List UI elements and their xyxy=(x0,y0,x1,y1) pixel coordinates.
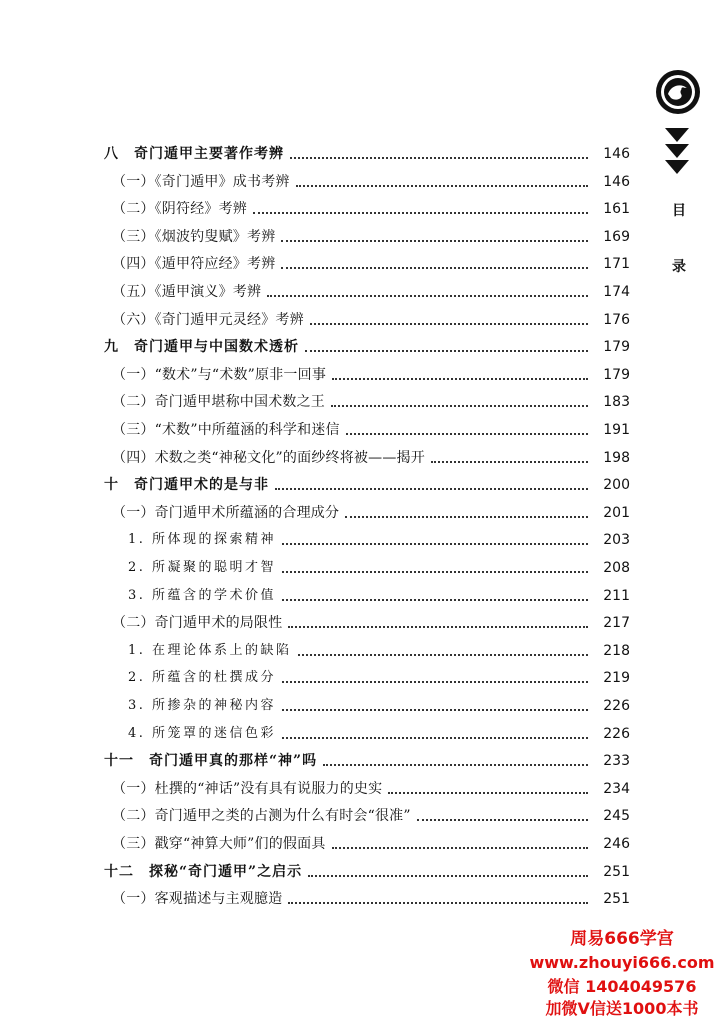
toc-entry-page: 234 xyxy=(603,781,630,797)
toc-leader-dots xyxy=(290,155,588,159)
toc-entry-title: （一）“数术”与“术数”原非一回事 xyxy=(112,367,327,383)
toc-entry-page: 226 xyxy=(603,698,630,714)
toc-entry-page: 161 xyxy=(603,201,630,217)
toc-leader-dots xyxy=(282,679,588,683)
toc-leader-dots xyxy=(296,183,588,187)
toc-entry xyxy=(104,860,630,884)
toc-leader-dots xyxy=(281,238,588,242)
toc-entry-title: （三）戳穿“神算大师”们的假面具 xyxy=(112,836,326,852)
toc-leader-dots xyxy=(310,321,588,325)
toc-leader-dots xyxy=(282,569,588,573)
toc-entry-title: （五）《遁甲演义》考辨 xyxy=(112,284,262,300)
toc-entry-title: 九 奇门遁甲与中国数术透析 xyxy=(104,339,299,355)
toc-entry-page: 200 xyxy=(603,477,630,493)
toc-entry-title: （四）术数之类“神秘文化”的面纱终将被——揭开 xyxy=(112,450,425,466)
toc-entry-page: 179 xyxy=(603,367,630,383)
toc-leader-dots xyxy=(308,873,588,877)
toc-leader-dots xyxy=(275,486,588,490)
toc-leader-dots xyxy=(323,762,588,766)
toc-entry-title: 1. 在理论体系上的缺陷 xyxy=(128,643,292,658)
toc-leader-dots xyxy=(298,652,588,656)
toc-entry xyxy=(128,556,630,580)
toc-entry xyxy=(112,252,630,276)
toc-entry xyxy=(104,142,630,166)
toc-entry-title: （二）奇门遁甲术的局限性 xyxy=(112,615,283,631)
toc-entry xyxy=(112,363,630,387)
toc-entry-title: （三）《烟波钓叟赋》考辨 xyxy=(112,229,276,245)
toc-entry xyxy=(112,887,630,911)
toc-leader-dots xyxy=(282,735,588,739)
toc-entry xyxy=(112,418,630,442)
toc-entry xyxy=(128,722,630,746)
sidebar-char-lu: 录 xyxy=(672,259,686,275)
toc-entry xyxy=(112,611,630,635)
toc-entry-title: 十 奇门遁甲术的是与非 xyxy=(104,477,269,493)
toc-entry-page: 233 xyxy=(603,753,630,769)
toc-entry xyxy=(112,225,630,249)
toc-entry xyxy=(104,749,630,773)
toc-entry-title: 十二 探秘“奇门遁甲”之启示 xyxy=(104,864,303,880)
toc-leader-dots xyxy=(282,597,588,601)
toc-leader-dots xyxy=(305,348,588,352)
toc-entry-title: 3. 所掺杂的神秘内容 xyxy=(128,698,277,713)
toc-entry xyxy=(112,308,630,332)
toc-entry-page: 217 xyxy=(603,615,630,631)
toc-entry-title: 3. 所蕴含的学术价值 xyxy=(128,588,277,603)
toc-entry-title: （二）奇门遁甲之类的占测为什么有时会“很准” xyxy=(112,808,411,824)
toc-entry-page: 203 xyxy=(603,532,630,548)
toc-entry-title: 2. 所蕴含的杜撰成分 xyxy=(128,670,277,685)
toc-entry-page: 251 xyxy=(603,891,630,907)
toc-entry-title: 1. 所体现的探索精神 xyxy=(128,532,277,547)
toc-leader-dots xyxy=(253,210,588,214)
toc-entry-page: 246 xyxy=(603,836,630,852)
toc-entry xyxy=(128,584,630,608)
toc-leader-dots xyxy=(345,514,588,518)
toc-entry-title: （四）《遁甲符应经》考辨 xyxy=(112,256,276,272)
toc-entry xyxy=(112,777,630,801)
toc-entry xyxy=(112,501,630,525)
toc-leader-dots xyxy=(267,293,588,297)
toc-entry-title: （六）《奇门遁甲元灵经》考辨 xyxy=(112,312,304,328)
toc-entry-title: （一）杜撰的“神话”没有具有说服力的史实 xyxy=(112,781,383,797)
toc-entry-page: 171 xyxy=(603,256,630,272)
toc-entry-title: 十一 奇门遁甲真的那样“神”吗 xyxy=(104,753,318,769)
toc-leader-dots xyxy=(332,376,588,380)
toc-entry-title: （一）奇门遁甲术所蕴涵的合理成分 xyxy=(112,505,340,521)
toc-entry-page: 218 xyxy=(603,643,630,659)
toc-entry xyxy=(112,280,630,304)
toc-leader-dots xyxy=(282,707,588,711)
toc-entry xyxy=(112,197,630,221)
toc-entry-page: 169 xyxy=(603,229,630,245)
toc-entry-page: 179 xyxy=(603,339,630,355)
toc-entry-page: 174 xyxy=(603,284,630,300)
toc-entry-title: （二）《阴符经》考辨 xyxy=(112,201,247,217)
triple-arrow-down-icon xyxy=(662,126,692,178)
toc-leader-dots xyxy=(288,624,588,628)
toc-leader-dots xyxy=(417,817,588,821)
toc-entry-title: （二）奇门遁甲堪称中国术数之王 xyxy=(112,394,325,410)
toc-entry xyxy=(104,335,630,359)
toc-leader-dots xyxy=(331,403,588,407)
toc-entry-page: 219 xyxy=(603,670,630,686)
toc-entry-title: （三）“术数”中所蕴涵的科学和迷信 xyxy=(112,422,340,438)
toc-entry-page: 146 xyxy=(603,146,630,162)
toc-entry-page: 211 xyxy=(603,588,630,604)
toc-entry-page: 226 xyxy=(603,726,630,742)
toc-entry-page: 198 xyxy=(603,450,630,466)
toc-entry-page: 191 xyxy=(603,422,630,438)
toc-entry-title: （一）客观描述与主观臆造 xyxy=(112,891,283,907)
dragon-emblem-icon xyxy=(654,68,702,116)
toc-leader-dots xyxy=(388,790,588,794)
toc-entry-page: 251 xyxy=(603,864,630,880)
toc-entry xyxy=(112,804,630,828)
toc-entry-page: 245 xyxy=(603,808,630,824)
toc-leader-dots xyxy=(346,431,588,435)
toc-entry xyxy=(112,832,630,856)
toc-entry-title: 2. 所凝聚的聪明才智 xyxy=(128,560,277,575)
toc-entry-page: 201 xyxy=(603,505,630,521)
toc-leader-dots xyxy=(332,845,588,849)
toc-entry-title: 4. 所笼罩的迷信色彩 xyxy=(128,726,277,741)
toc-entry xyxy=(128,639,630,663)
toc-entry-page: 183 xyxy=(603,394,630,410)
toc-leader-dots xyxy=(281,265,588,269)
toc-entry-page: 208 xyxy=(603,560,630,576)
toc-entry xyxy=(112,170,630,194)
toc-entry xyxy=(128,694,630,718)
toc-entry-title: 八 奇门遁甲主要著作考辨 xyxy=(104,146,284,162)
watermark-wechat: 微信 1404049576 xyxy=(547,977,697,996)
watermark-url: www.zhouyi666.com xyxy=(529,953,715,972)
sidebar-char-mu: 目 xyxy=(672,203,686,219)
toc-entry xyxy=(128,528,630,552)
toc-entry-page: 146 xyxy=(603,174,630,190)
toc-leader-dots xyxy=(282,541,588,545)
toc-leader-dots xyxy=(431,459,588,463)
toc-leader-dots xyxy=(288,900,588,904)
toc-entry xyxy=(104,473,630,497)
toc-entry xyxy=(112,390,630,414)
watermark-title: 周易666学宫 xyxy=(570,929,674,949)
toc-entry-title: （一）《奇门遁甲》成书考辨 xyxy=(112,174,290,190)
toc-entry xyxy=(112,446,630,470)
toc-entry-page: 176 xyxy=(603,312,630,328)
watermark-offer: 加微V信送1000本书 xyxy=(545,999,699,1018)
toc-entry xyxy=(128,666,630,690)
